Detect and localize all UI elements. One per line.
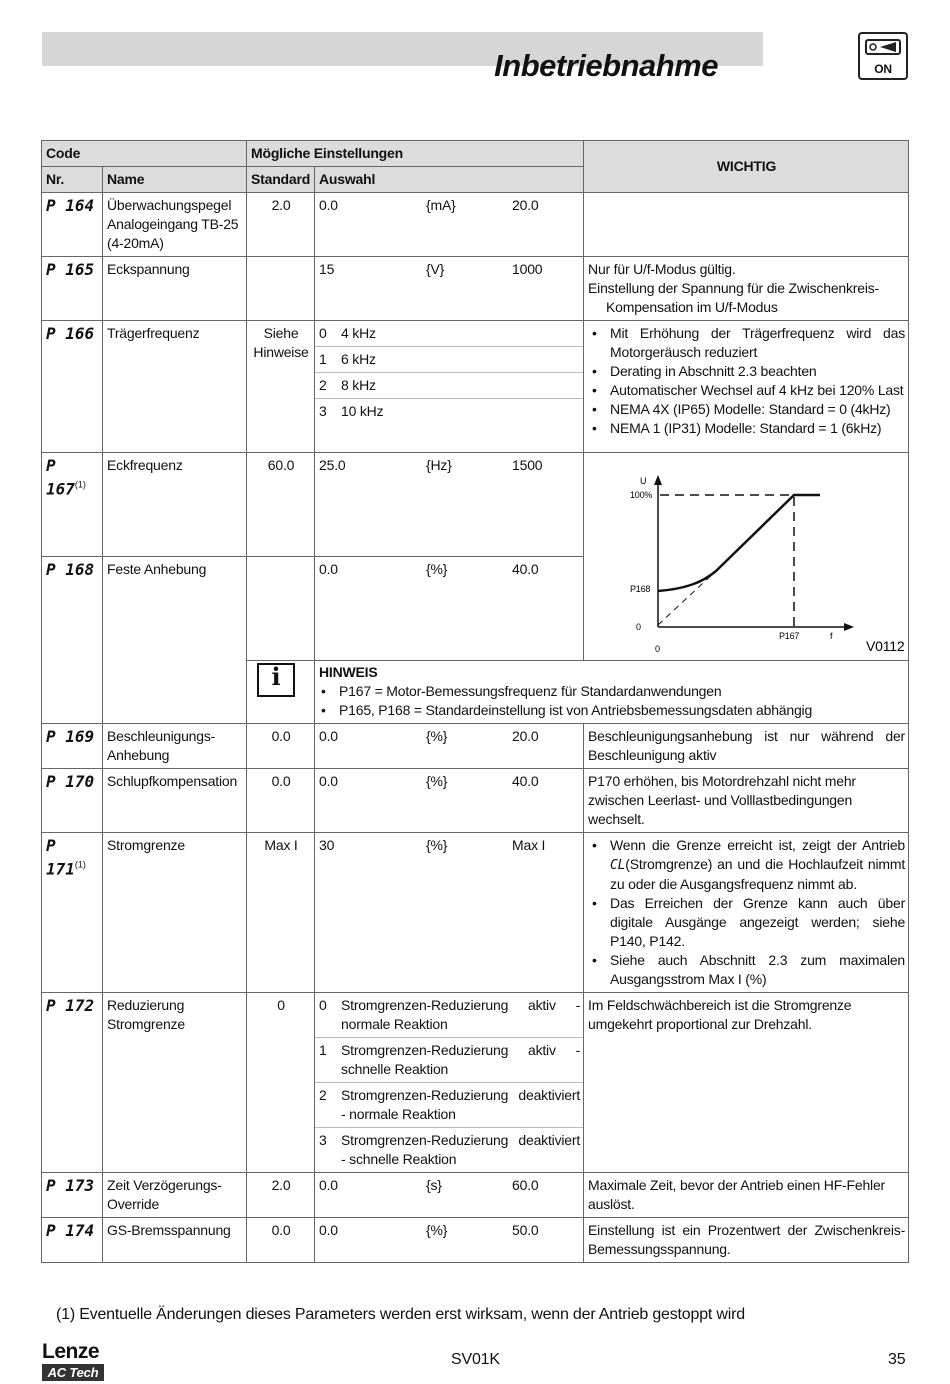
param-code: P 169 bbox=[46, 727, 95, 746]
range-min: 0.0 bbox=[319, 561, 338, 577]
table-row bbox=[42, 257, 909, 321]
note-text: Nur für U/f-Modus gültig. bbox=[588, 261, 736, 277]
param-name: Feste Anhebung bbox=[103, 557, 247, 724]
param-standard: 0.0 bbox=[247, 769, 315, 833]
range-max: 20.0 bbox=[512, 728, 539, 744]
range-unit: {s} bbox=[426, 1177, 442, 1193]
hinweis-item: • P165, P168 = Standardeinstellung ist von Antriebsbemessungsdaten abhängig bbox=[317, 701, 905, 720]
param-code: P 165 bbox=[46, 260, 95, 279]
note-text: Einstellung ist ein Prozentwert der Zwischenkreis-Bemessungsspannung. bbox=[584, 1218, 909, 1263]
y-max-label: 100% bbox=[630, 490, 653, 500]
param-standard: Max I bbox=[247, 833, 315, 993]
lcd-cl-display: CL bbox=[610, 858, 626, 873]
range-min: 0.0 bbox=[319, 1177, 338, 1193]
y-zero-label: 0 bbox=[636, 622, 641, 632]
uf-curve bbox=[658, 495, 820, 591]
range-min: 0.0 bbox=[319, 197, 338, 213]
footnote: (1) Eventuelle Änderungen dieses Parameters werden erst wirksam, wenn der Antrieb gestoppt wird bbox=[56, 1306, 745, 1323]
table-row bbox=[42, 833, 909, 993]
note-text: Maximale Zeit, bevor der Antrieb einen HF-Fehler auslöst. bbox=[584, 1173, 909, 1218]
range-max: Max I bbox=[512, 837, 546, 853]
param-code: P 173 bbox=[46, 1176, 95, 1195]
note-text: Beschleunigungsanhebung ist nur während der Beschleunigung aktiv bbox=[584, 724, 909, 769]
y-axis-arrow bbox=[654, 475, 662, 485]
col-selection: Auswahl bbox=[315, 167, 584, 193]
note-item: • Mit Erhöhung der Trägerfrequenz wird das Motorgeräusch reduziert bbox=[588, 324, 905, 362]
col-nr: Nr. bbox=[42, 167, 103, 193]
boost-label: P168 bbox=[630, 584, 651, 594]
param-code: P 167 bbox=[46, 456, 75, 499]
option-item: 2 8 kHz bbox=[315, 373, 583, 399]
table-row bbox=[42, 724, 909, 769]
table-row bbox=[42, 993, 909, 1173]
col-standard: Standard bbox=[247, 167, 315, 193]
note-item: • Wenn die Grenze erreicht ist, zeigt der Antrieb CL(Stromgrenze) an und die Hochlaufzeit nimmt zu oder die Ausgangsfrequenz nimmt ab. bbox=[588, 836, 905, 894]
param-standard: 2.0 bbox=[247, 193, 315, 257]
table-row bbox=[42, 453, 909, 557]
range-unit: {%} bbox=[426, 773, 448, 789]
param-name: Zeit Verzögerungs-Override bbox=[103, 1173, 247, 1218]
hinweis-item: • P167 = Motor-Bemessungsfrequenz für Standardanwendungen bbox=[317, 682, 905, 701]
table-row bbox=[42, 321, 909, 453]
x-axis-label: f bbox=[830, 631, 833, 641]
header-row bbox=[42, 141, 909, 167]
parameter-table bbox=[41, 140, 909, 1263]
figure-id: V0112 bbox=[866, 638, 905, 654]
param-standard: 0.0 bbox=[247, 724, 315, 769]
param-name: Stromgrenze bbox=[103, 833, 247, 993]
range-max: 1500 bbox=[512, 457, 543, 473]
range-min: 25.0 bbox=[319, 457, 346, 473]
table-row bbox=[42, 193, 909, 257]
option-item: 0 4 kHz bbox=[315, 321, 583, 347]
param-name: Eckspannung bbox=[103, 257, 247, 321]
range-min: 0.0 bbox=[319, 728, 338, 744]
param-code: P 166 bbox=[46, 324, 95, 343]
col-name: Name bbox=[103, 167, 247, 193]
col-possible-settings: Mögliche Einstellungen bbox=[247, 141, 584, 167]
range-unit: {%} bbox=[426, 728, 448, 744]
option-item: 1 6 kHz bbox=[315, 347, 583, 373]
note-list bbox=[588, 324, 905, 438]
lenze-logo: Lenze bbox=[42, 1340, 100, 1363]
param-name: Eckfrequenz bbox=[103, 453, 247, 557]
param-code: P 171 bbox=[46, 836, 75, 879]
hinweis-title: HINWEIS bbox=[319, 664, 378, 680]
range-unit: {V} bbox=[426, 261, 445, 277]
param-standard: 0.0 bbox=[247, 1218, 315, 1263]
dashed-linear-line bbox=[658, 571, 716, 625]
param-code: P 170 bbox=[46, 772, 95, 791]
note-item: • Das Erreichen der Grenze kann auch über digitale Ausgänge angezeigt werden; siehe P140, P142. bbox=[588, 894, 905, 951]
param-name: Beschleunigungs-Anhebung bbox=[103, 724, 247, 769]
x-zero-label: 0 bbox=[655, 644, 660, 654]
param-name: GS-Bremsspannung bbox=[103, 1218, 247, 1263]
param-code: P 164 bbox=[46, 196, 95, 215]
range-unit: {%} bbox=[426, 1222, 448, 1238]
note-list bbox=[588, 836, 905, 989]
uf-diagram-cell bbox=[584, 453, 909, 661]
note-item: • NEMA 1 (IP31) Modelle: Standard = 1 (6kHz) bbox=[588, 419, 905, 438]
note-item: • Derating in Abschnitt 2.3 beachten bbox=[588, 362, 905, 381]
range-unit: {mA} bbox=[426, 197, 456, 213]
info-icon: i bbox=[257, 663, 295, 697]
param-name: Überwachungspegel Analogeingang TB-25 (4-20mA) bbox=[103, 193, 247, 257]
param-standard: 0 bbox=[247, 993, 315, 1173]
param-standard: 2.0 bbox=[247, 1173, 315, 1218]
range-max: 50.0 bbox=[512, 1222, 539, 1238]
note-text: P170 erhöhen, bis Motordrehzahl nicht mehr zwischen Leerlast- und Volllastbedingungen wechselt. bbox=[584, 769, 909, 833]
param-name: Trägerfrequenz bbox=[103, 321, 247, 453]
param-code: P 174 bbox=[46, 1221, 95, 1240]
param-code: P 168 bbox=[46, 560, 95, 579]
option-item: 2 Stromgrenzen-Reduzierung deaktiviert - normale Reaktion bbox=[315, 1083, 583, 1128]
note-text: Im Feldschwächbereich ist die Stromgrenze umgekehrt proportional zur Drehzahl. bbox=[584, 993, 909, 1173]
hinweis-list bbox=[317, 682, 905, 720]
option-item: 3 Stromgrenzen-Reduzierung deaktiviert - schnelle Reaktion bbox=[319, 1132, 581, 1167]
power-on-icon bbox=[858, 32, 908, 80]
range-max: 20.0 bbox=[512, 197, 539, 213]
page-number: 35 bbox=[888, 1351, 906, 1368]
actech-logo: AC Tech bbox=[42, 1364, 104, 1381]
option-item: 3 10 kHz bbox=[319, 403, 384, 419]
range-unit: {%} bbox=[426, 837, 448, 853]
col-important: WICHTIG bbox=[584, 141, 909, 193]
range-min: 0.0 bbox=[319, 773, 338, 789]
note-item: • Automatischer Wechsel auf 4 kHz bei 120% Last bbox=[588, 381, 905, 400]
x-axis-arrow bbox=[844, 623, 854, 631]
param-standard: 60.0 bbox=[247, 453, 315, 557]
table-row bbox=[42, 1218, 909, 1263]
option-item: 1 Stromgrenzen-Reduzierung aktiv - schnelle Reaktion bbox=[315, 1038, 583, 1083]
table-row bbox=[42, 769, 909, 833]
uf-characteristic-diagram bbox=[584, 453, 908, 655]
range-min: 0.0 bbox=[319, 1222, 338, 1238]
page-title: Inbetriebnahme bbox=[494, 48, 718, 83]
note-item: • NEMA 4X (IP65) Modelle: Standard = 0 (4kHz) bbox=[588, 400, 905, 419]
on-icon-label: ON bbox=[874, 62, 892, 76]
note-item: • Siehe auch Abschnitt 2.3 zum maximalen Ausgangsstrom Max I (%) bbox=[588, 951, 905, 989]
range-max: 40.0 bbox=[512, 561, 539, 577]
range-unit: {%} bbox=[426, 561, 448, 577]
col-code: Code bbox=[42, 141, 247, 167]
range-unit: {Hz} bbox=[426, 457, 452, 473]
range-min: 30 bbox=[319, 837, 335, 853]
footnote-marker: (1) bbox=[74, 480, 86, 490]
range-max: 40.0 bbox=[512, 773, 539, 789]
param-name: Reduzierung Stromgrenze bbox=[103, 993, 247, 1173]
footnote-marker: (1) bbox=[74, 860, 86, 870]
param-code: P 172 bbox=[46, 996, 95, 1015]
table-row bbox=[42, 1173, 909, 1218]
range-max: 60.0 bbox=[512, 1177, 539, 1193]
range-min: 15 bbox=[319, 261, 335, 277]
option-item: 0 Stromgrenzen-Reduzierung aktiv - normale Reaktion bbox=[315, 993, 583, 1038]
param-standard: Siehe Hinweise bbox=[247, 321, 315, 453]
param-name: Schlupfkompensation bbox=[103, 769, 247, 833]
range-max: 1000 bbox=[512, 261, 543, 277]
note-text: Einstellung der Spannung für die Zwischenkreis-Kompensation im U/f-Modus bbox=[588, 280, 880, 315]
x-corner-label: P167 bbox=[779, 631, 800, 641]
y-axis-label: U bbox=[640, 476, 647, 486]
document-id: SV01K bbox=[451, 1351, 500, 1368]
